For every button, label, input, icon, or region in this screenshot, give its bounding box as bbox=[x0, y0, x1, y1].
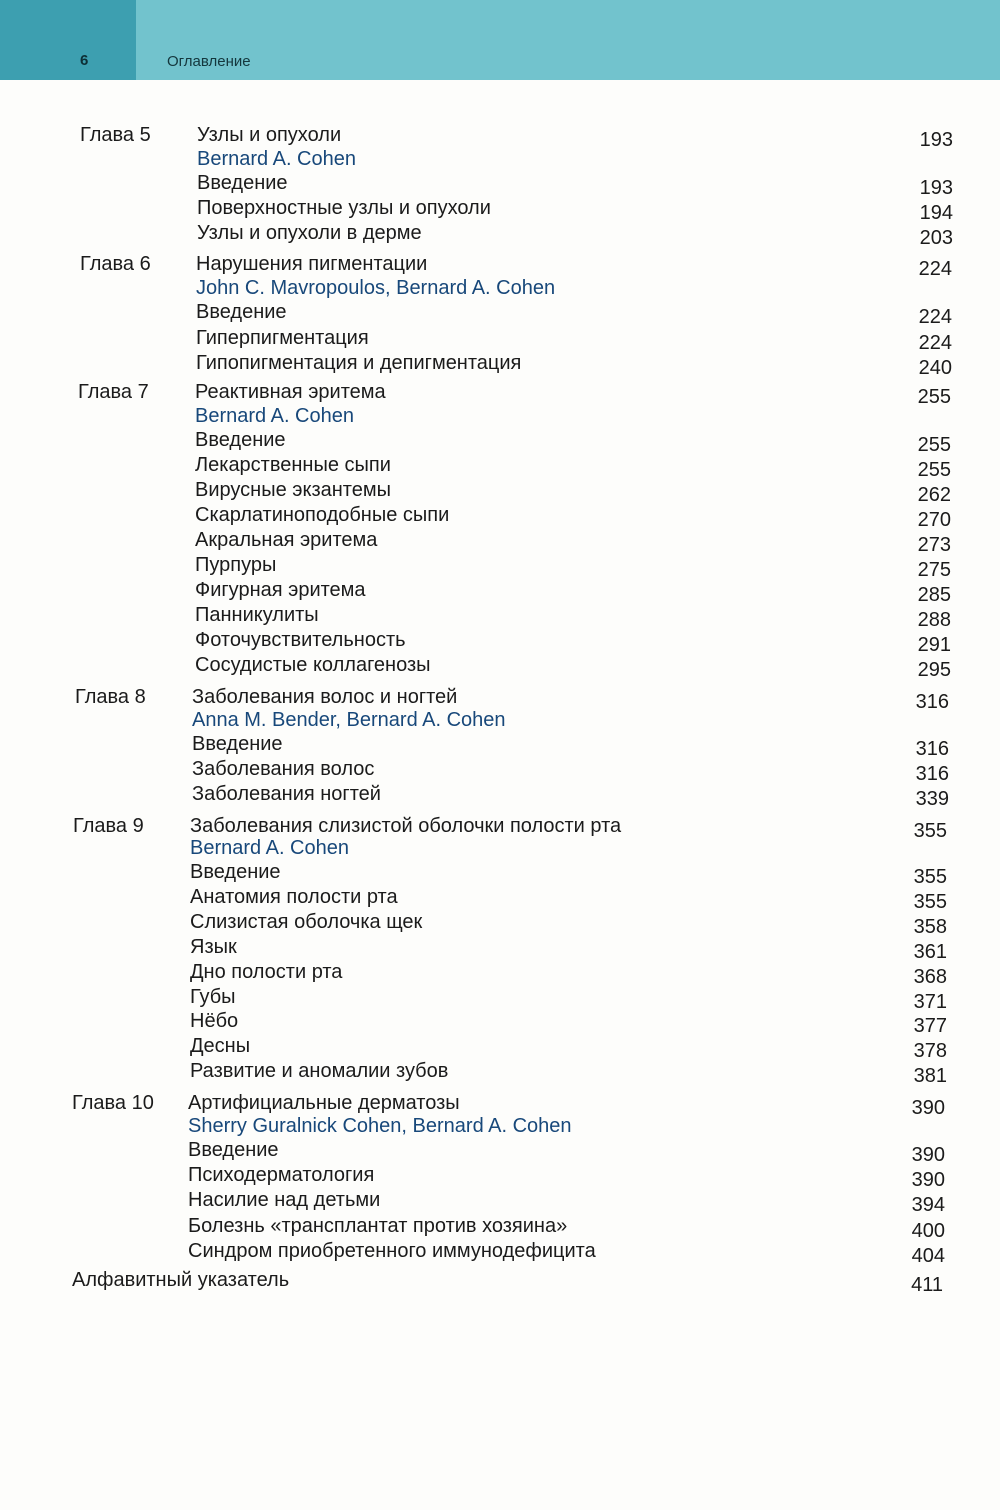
chapter-page: 255 bbox=[917, 386, 951, 408]
chapter-label: Глава 6 bbox=[80, 253, 151, 275]
section-page: 224 bbox=[918, 306, 952, 328]
index-page: 411 bbox=[911, 1274, 943, 1296]
section-title-entry: Акральная эритема bbox=[195, 529, 378, 551]
section-page: 240 bbox=[918, 357, 952, 379]
section-title-entry: Заболевания волос bbox=[192, 758, 375, 780]
section-title-entry: Введение bbox=[190, 861, 281, 883]
section-page: 270 bbox=[917, 509, 951, 531]
section-title-entry: Вирусные экзантемы bbox=[195, 479, 391, 501]
section-title-entry: Скарлатиноподобные сыпи bbox=[195, 504, 450, 526]
chapter-label: Глава 7 bbox=[78, 381, 149, 403]
chapter-title: Узлы и опухоли bbox=[197, 124, 342, 146]
chapter-label: Глава 9 bbox=[73, 815, 144, 837]
chapter-title: Артифициальные дерматозы bbox=[188, 1092, 460, 1114]
section-title-entry: Введение bbox=[196, 301, 287, 323]
chapter-authors: John C. Mavropoulos, Bernard A. Cohen bbox=[196, 277, 556, 299]
section-page: 193 bbox=[919, 177, 953, 199]
section-page: 394 bbox=[911, 1194, 945, 1216]
chapter-page: 193 bbox=[919, 129, 953, 151]
section-page: 194 bbox=[919, 202, 953, 224]
section-title-entry: Введение bbox=[188, 1139, 279, 1161]
section-page: 361 bbox=[913, 941, 947, 963]
section-title-entry: Болезнь «трансплантат против хозяина» bbox=[188, 1215, 568, 1237]
section-page: 371 bbox=[913, 991, 947, 1013]
section-page: 291 bbox=[917, 634, 951, 656]
chapter-page: 224 bbox=[918, 258, 952, 280]
section-page: 355 bbox=[913, 866, 947, 888]
section-title-entry: Фигурная эритема bbox=[195, 579, 366, 601]
chapter-page: 390 bbox=[911, 1097, 945, 1119]
section-title-entry: Заболевания ногтей bbox=[192, 783, 381, 805]
chapter-page: 355 bbox=[913, 820, 947, 842]
chapter-authors: Anna M. Bender, Bernard A. Cohen bbox=[192, 709, 506, 731]
chapter-label: Глава 10 bbox=[72, 1092, 154, 1114]
section-page: 378 bbox=[913, 1040, 947, 1062]
section-page: 288 bbox=[917, 609, 951, 631]
section-title-entry: Губы bbox=[190, 986, 236, 1008]
section-title-entry: Введение bbox=[192, 733, 283, 755]
section-page: 275 bbox=[917, 559, 951, 581]
section-page: 400 bbox=[911, 1220, 945, 1242]
section-title-entry: Развитие и аномалии зубов bbox=[190, 1060, 449, 1082]
section-title-entry: Анатомия полости рта bbox=[190, 886, 398, 908]
section-page: 339 bbox=[915, 788, 949, 810]
section-title-entry: Панникулиты bbox=[195, 604, 319, 626]
section-page: 285 bbox=[917, 584, 951, 606]
section-page: 358 bbox=[913, 916, 947, 938]
page-number: 6 bbox=[80, 52, 89, 69]
section-title-entry: Язык bbox=[190, 936, 237, 958]
section-page: 203 bbox=[919, 227, 953, 249]
section-page: 273 bbox=[917, 534, 951, 556]
chapter-title: Нарушения пигментации bbox=[196, 253, 428, 275]
chapter-title: Реактивная эритема bbox=[195, 381, 386, 403]
section-title-entry: Десны bbox=[190, 1035, 251, 1057]
section-page: 381 bbox=[913, 1065, 947, 1087]
chapter-title: Заболевания слизистой оболочки полости рта bbox=[190, 815, 622, 837]
section-page: 377 bbox=[913, 1015, 947, 1037]
chapter-authors: Bernard A. Cohen bbox=[197, 148, 356, 170]
section-title-entry: Введение bbox=[197, 172, 288, 194]
section-title-entry: Лекарственные сыпи bbox=[195, 454, 391, 476]
section-page: 262 bbox=[917, 484, 951, 506]
section-title-entry: Введение bbox=[195, 429, 286, 451]
section-page: 390 bbox=[911, 1169, 945, 1191]
section-page: 255 bbox=[917, 459, 951, 481]
section-title-entry: Дно полости рта bbox=[190, 961, 343, 983]
section-page: 404 bbox=[911, 1245, 945, 1267]
section-title-entry: Психодерматология bbox=[188, 1164, 375, 1186]
section-title-entry: Пурпуры bbox=[195, 554, 277, 576]
section-title-entry: Насилие над детьми bbox=[188, 1189, 381, 1211]
section-title-entry: Гипопигментация и депигментация bbox=[196, 352, 522, 374]
section-title-entry: Синдром приобретенного иммунодефицита bbox=[188, 1240, 596, 1262]
section-page: 316 bbox=[915, 738, 949, 760]
section-title-entry: Нёбо bbox=[190, 1010, 239, 1032]
chapter-authors: Bernard A. Cohen bbox=[190, 837, 349, 859]
section-title-entry: Сосудистые коллагенозы bbox=[195, 654, 431, 676]
section-page: 368 bbox=[913, 966, 947, 988]
section-page: 295 bbox=[917, 659, 951, 681]
chapter-label: Глава 8 bbox=[75, 686, 146, 708]
chapter-authors: Bernard A. Cohen bbox=[195, 405, 354, 427]
section-title-entry: Узлы и опухоли в дерме bbox=[197, 222, 422, 244]
section-title-entry: Гиперпигментация bbox=[196, 327, 369, 349]
index-title: Алфавитный указатель bbox=[72, 1269, 290, 1291]
section-page: 224 bbox=[918, 332, 952, 354]
section-page: 355 bbox=[913, 891, 947, 913]
chapter-authors: Sherry Guralnick Cohen, Bernard A. Cohen bbox=[188, 1115, 572, 1137]
section-title-entry: Фоточувствительность bbox=[195, 629, 406, 651]
chapter-title: Заболевания волос и ногтей bbox=[192, 686, 458, 708]
chapter-page: 316 bbox=[915, 691, 949, 713]
section-page: 255 bbox=[917, 434, 951, 456]
section-page: 316 bbox=[915, 763, 949, 785]
chapter-label: Глава 5 bbox=[80, 124, 151, 146]
section-title: Оглавление bbox=[167, 53, 251, 70]
section-page: 390 bbox=[911, 1144, 945, 1166]
section-title-entry: Слизистая оболочка щек bbox=[190, 911, 423, 933]
section-title-entry: Поверхностные узлы и опухоли bbox=[197, 197, 491, 219]
